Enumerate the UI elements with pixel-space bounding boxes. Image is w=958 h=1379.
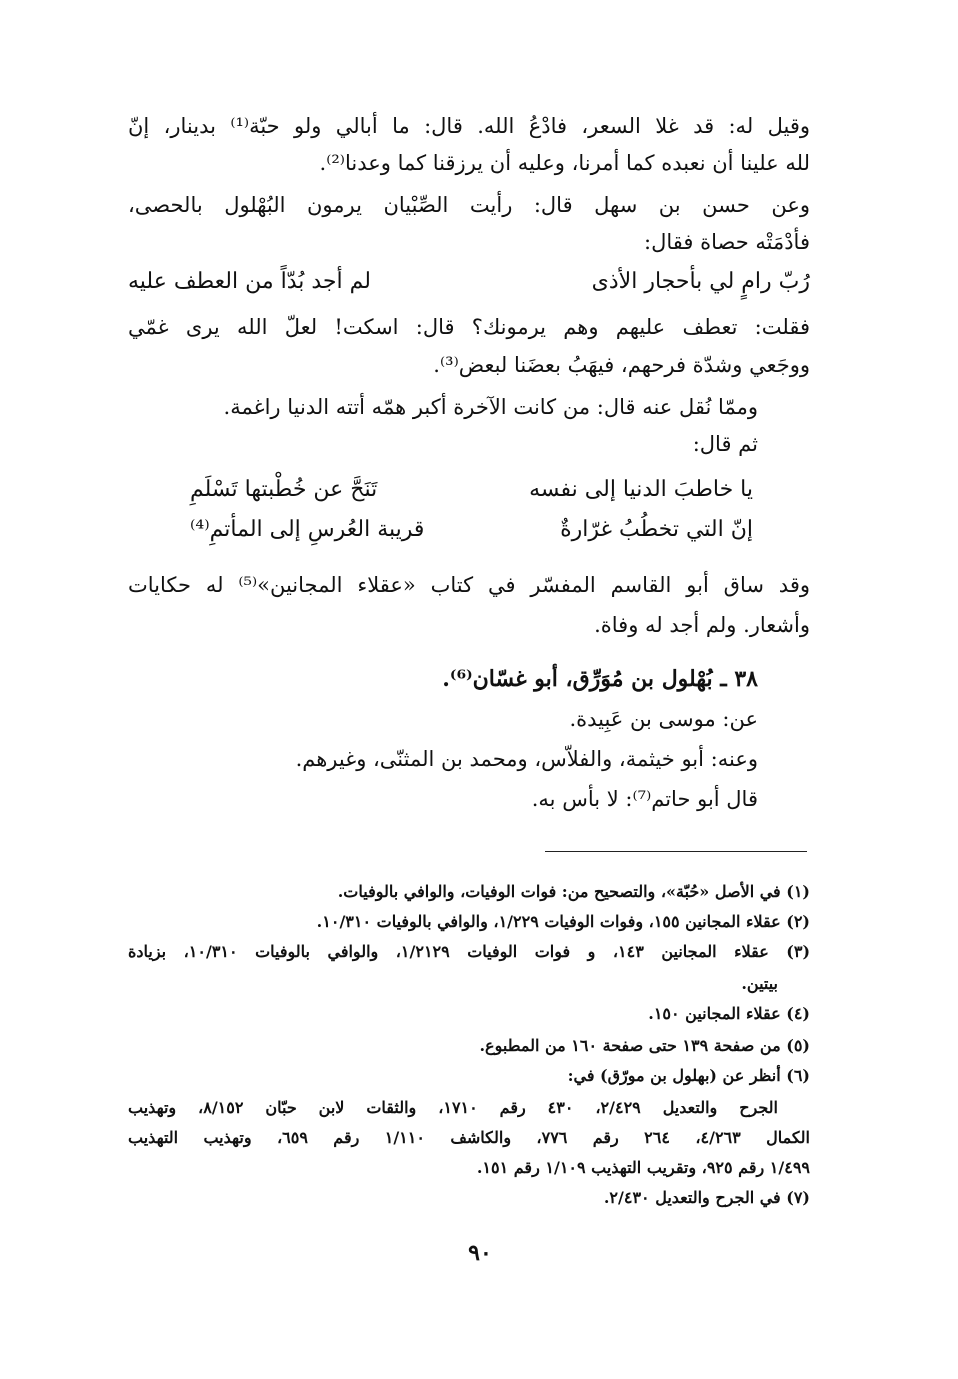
footnote-6-continued: الكمال ٤/٢٦٣، ٢٦٤ رقم ٧٧٦، والكاشف ١/١١٠ رقم ٦٥٩، وتهذيب التهذيب <box>128 1128 811 1147</box>
footnote-1: (١) في الأصل «حُبّة»، والتصحيح من: فوات الوفيات، والوافي بالوفيات. <box>337 882 810 901</box>
verse-hemistich-right: رُبّ رامٍ لي بأحجار الأذى <box>591 269 810 294</box>
verse-hemistich-left: قريبة العُرسِ إلى المأتمِ⁽⁴⁾ <box>190 517 425 542</box>
verse-hemistich-left: تَنَحَّ عن خُطْبتها تَسْلَمِ <box>190 477 378 502</box>
paragraph-line: وعن حسن بن سهل قال: رأيت الصِّبْيان يرمون البُهْلول بالحصى، <box>128 193 810 217</box>
entry-narrated-by: وعنه: أبو خيثمة، والفلاّس، ومحمد بن المثنّى، وغيرهم. <box>295 747 758 771</box>
paragraph-line: وأشعار. ولم أجد له وفاة. <box>594 613 810 637</box>
footnote-3-continued: بيتين. <box>741 974 778 993</box>
entry-title: ٣٨ ـ بُهْلول بن مُوَرِّق، أبو غسّان⁽⁶⁾. <box>442 666 758 692</box>
footnote-7: (٧) في الجرح والتعديل ٢/٤٣٠. <box>603 1188 810 1207</box>
paragraph-line: ثم قال: <box>692 432 758 456</box>
verse-hemistich-left: لم أجد بُدّاً من العطف عليه <box>128 269 371 294</box>
paragraph-line: فقلت: تعطف عليهم وهم يرمونك؟ قال: اسكت! لعلّ الله يرى غمّي <box>128 315 810 339</box>
paragraph-line: وقد ساق أبو القاسم المفسّر في كتاب «عقلاء المجانين»⁽⁵⁾ له حكايات <box>128 573 811 597</box>
footnote-6-continued: ١/٤٩٩ رقم ٩٢٥، وتقريب التهذيب ١/١٠٩ رقم ١٥١. <box>476 1158 810 1177</box>
verse-hemistich-right: إنّ التي تخطُبُ غرّارةٌ <box>560 517 753 542</box>
paragraph-line: وقيل له: قد غلا السعر، فادْعُ الله. قال: ما أبالي ولو حبّة⁽¹⁾ بدينار، إنّ <box>128 114 810 138</box>
paragraph-line: فأدْمَتْه حصاة فقال: <box>644 230 810 254</box>
footnote-6: (٦) أنظر عن (بهلول بن مورّق) في: <box>567 1066 810 1085</box>
footnote-separator <box>545 851 807 852</box>
footnote-2: (٢) عقلاء المجانين ١٥٥، وفوات الوفيات ١/٢٢٩، والوافي بالوفيات ١٠/٣١٠. <box>316 912 810 931</box>
paragraph-line: لله علينا أن نعبده كما أمرنا، وعليه أن يرزقنا كما وعدنا⁽²⁾. <box>319 151 810 175</box>
page-number: ٩٠ <box>468 1240 492 1266</box>
verse-hemistich-right: يا خاطبَ الدنيا إلى نفسه <box>529 477 753 502</box>
paragraph-line: ووجَعي وشدّة فرحهم، فيهَبُ بعضَنا لبعض⁽³⁾. <box>433 353 810 377</box>
paragraph-line: وممّا نُقل عنه قال: من كانت الآخرة أكبر همّه أتته الدنيا راغمة. <box>223 395 758 419</box>
entry-assessment: قال أبو حاتم⁽⁷⁾: لا بأس به. <box>531 787 758 811</box>
footnote-5: (٥) من صفحة ١٣٩ حتى صفحة ١٦٠ من المطبوع. <box>479 1036 810 1055</box>
footnote-3: (٣) عقلاء المجانين ١٤٣، و فوات الوفيات ١/٢١٢٩، والوافي بالوفيات ١٠/٣١٠، بزيادة <box>128 942 811 961</box>
footnote-6-continued: الجرح والتعديل ٢/٤٢٩، ٤٣٠ رقم ١٧١٠، والثقات لابن حبّان ٨/١٥٢، وتهذيب <box>128 1098 778 1117</box>
footnote-4: (٤) عقلاء المجانين ١٥٠. <box>648 1004 810 1023</box>
entry-narrated-from: عن: موسى بن عَبِيدة. <box>569 707 758 731</box>
